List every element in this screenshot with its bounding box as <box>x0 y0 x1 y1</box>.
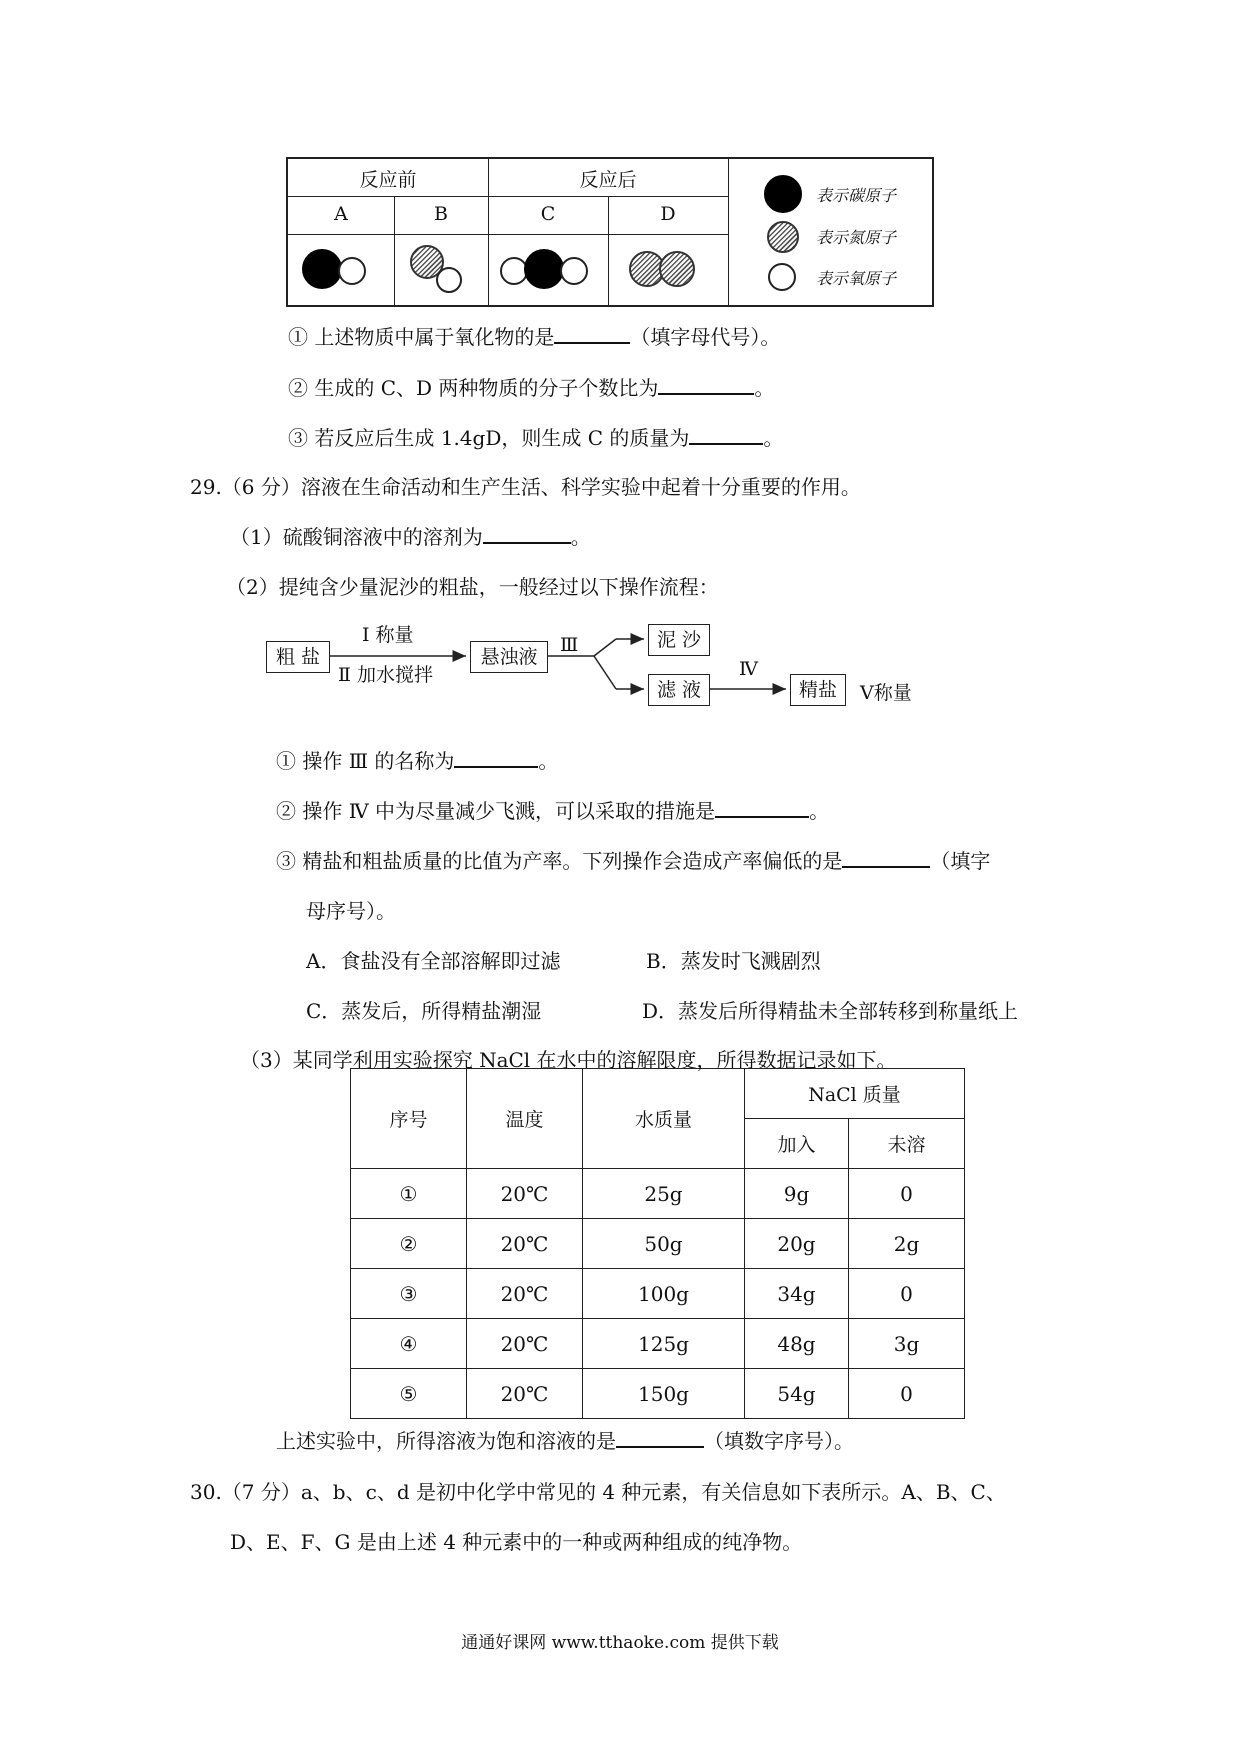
oxygen-atom-icon <box>768 263 796 291</box>
after-reaction-label: 反应后 <box>579 169 637 191</box>
cell-temperature: 20℃ <box>467 1369 583 1419</box>
q28-sub-1 <box>288 323 780 351</box>
answer-blank[interactable] <box>616 1428 704 1448</box>
flow-sand: 泥 沙 <box>648 624 710 656</box>
question-text: （填数字序号）。 <box>704 1429 854 1453</box>
flow-op-dissolve: Ⅱ 加水搅拌 <box>338 664 433 686</box>
flow-op-evaporate: Ⅳ <box>739 658 758 680</box>
flow-suspension: 悬浊液 <box>470 641 548 673</box>
q30-heading-line-1: 30.（7 分）a、b、c、d 是初中化学中常见的 4 种元素，有关信息如下表所示。A、B、C、 <box>190 1480 1006 1504</box>
question-text: （1）硫酸铜溶液中的溶剂为 <box>230 525 483 549</box>
flow-op-weigh-final: Ⅴ称量 <box>860 682 912 704</box>
header-added: 加入 <box>745 1119 849 1169</box>
table-row <box>351 1169 965 1219</box>
cell-number: ② <box>351 1219 467 1269</box>
header-temperature: 温度 <box>467 1069 583 1169</box>
sub-number: ③ <box>276 849 296 873</box>
cell-undissolved: 2g <box>849 1219 965 1269</box>
q28-sub-2 <box>288 374 774 402</box>
header-water-mass: 水质量 <box>583 1069 745 1169</box>
flow-fine-salt: 精盐 <box>790 674 846 706</box>
table-row <box>351 1219 965 1269</box>
legend-nitrogen-label: 表示氮原子 <box>816 228 897 247</box>
answer-blank[interactable] <box>483 524 571 544</box>
q29-part-2: （2）提纯含少量泥沙的粗盐，一般经过以下操作流程： <box>226 575 719 599</box>
answer-blank[interactable] <box>842 848 930 868</box>
cell-water-mass: 100g <box>583 1269 745 1319</box>
cell-water-mass: 25g <box>583 1169 745 1219</box>
answer-blank[interactable] <box>454 748 538 768</box>
page-footer: 通通好课网 www.tthaoke.com 提供下载 <box>461 1633 779 1653</box>
flow-crude-salt: 粗 盐 <box>266 641 330 673</box>
question-text: 。 <box>809 799 830 823</box>
q29-sub-3-continued: 母序号）。 <box>306 899 396 923</box>
header-number: 序号 <box>351 1069 467 1169</box>
divider <box>288 196 728 197</box>
q29-saturated-question <box>276 1427 854 1455</box>
cell-number: ① <box>351 1169 467 1219</box>
nacl-solubility-table <box>350 1068 965 1419</box>
sub-number: ③ <box>288 426 308 450</box>
header-undissolved: 未溶 <box>849 1119 965 1169</box>
answer-blank[interactable] <box>554 324 630 344</box>
sub-number: ① <box>276 749 296 773</box>
question-text: 上述实验中，所得溶液为饱和溶液的是 <box>276 1429 616 1453</box>
question-text: 生成的 C、D 两种物质的分子个数比为 <box>314 376 659 400</box>
q29-heading: 29.（6 分）溶液在生命活动和生产生活、科学实验中起着十分重要的作用。 <box>190 475 861 499</box>
q28-sub-3 <box>288 424 783 452</box>
cell-water-mass: 50g <box>583 1219 745 1269</box>
oxygen-atom-icon <box>338 257 366 285</box>
column-label-b: B <box>434 203 448 225</box>
cell-number: ⑤ <box>351 1369 467 1419</box>
cell-added: 48g <box>745 1319 849 1369</box>
nitrogen-atom-icon <box>767 221 799 253</box>
question-text: 。 <box>754 376 775 400</box>
answer-blank[interactable] <box>689 425 763 445</box>
flow-op-filter: Ⅲ <box>560 634 579 656</box>
question-text: （填字母代号）。 <box>630 325 781 349</box>
question-text: 操作 Ⅳ 中为尽量减少飞溅，可以采取的措施是 <box>302 799 716 823</box>
q29-sub-3 <box>276 847 990 875</box>
q29-sub-2 <box>276 797 829 825</box>
header-nacl-mass: NaCl 质量 <box>745 1069 965 1119</box>
option-d: D．蒸发后所得精盐未全部转移到称量纸上 <box>642 999 1019 1023</box>
question-text: 。 <box>570 525 591 549</box>
question-text: 若反应后生成 1.4gD，则生成 C 的质量为 <box>314 426 690 450</box>
purification-flow-diagram <box>264 624 924 706</box>
sub-number: ② <box>288 376 308 400</box>
answer-blank[interactable] <box>658 375 754 395</box>
sub-number: ② <box>276 799 296 823</box>
legend-oxygen-label: 表示氧原子 <box>816 269 897 288</box>
carbon-atom-icon <box>302 249 342 289</box>
option-a: A．食盐没有全部溶解即过滤 <box>306 949 561 973</box>
cell-undissolved: 3g <box>849 1319 965 1369</box>
option-b: B．蒸发时飞溅剧烈 <box>646 949 821 973</box>
cell-number: ④ <box>351 1319 467 1369</box>
table-row <box>351 1319 965 1369</box>
table-header-row <box>351 1069 965 1119</box>
legend-carbon-label: 表示碳原子 <box>816 186 897 205</box>
nitrogen-atom-icon <box>659 251 695 287</box>
carbon-atom-icon <box>764 175 802 213</box>
column-label-a: A <box>334 203 348 225</box>
cell-temperature: 20℃ <box>467 1169 583 1219</box>
oxygen-atom-icon <box>560 257 588 285</box>
cell-temperature: 20℃ <box>467 1219 583 1269</box>
q29-part-1 <box>230 523 591 551</box>
cell-undissolved: 0 <box>849 1169 965 1219</box>
question-text: 。 <box>763 426 784 450</box>
cell-added: 9g <box>745 1169 849 1219</box>
question-text: 操作 Ⅲ 的名称为 <box>302 749 455 773</box>
q29-sub-1 <box>276 747 558 775</box>
before-reaction-label: 反应前 <box>359 169 417 191</box>
cell-added: 20g <box>745 1219 849 1269</box>
table-row <box>351 1269 965 1319</box>
cell-water-mass: 150g <box>583 1369 745 1419</box>
column-label-d: D <box>660 203 676 225</box>
column-label-c: C <box>540 203 556 225</box>
oxygen-atom-icon <box>436 267 462 293</box>
cell-added: 54g <box>745 1369 849 1419</box>
option-c: C．蒸发后，所得精盐潮湿 <box>306 999 542 1023</box>
carbon-atom-icon <box>524 249 564 289</box>
question-text: 精盐和粗盐质量的比值为产率。下列操作会造成产率偏低的是 <box>302 849 843 873</box>
q30-heading-line-2: D、E、F、G 是由上述 4 种元素中的一种或两种组成的纯净物。 <box>230 1530 803 1554</box>
flow-arrows <box>264 624 924 706</box>
cell-added: 34g <box>745 1269 849 1319</box>
cell-temperature: 20℃ <box>467 1269 583 1319</box>
divider <box>728 159 729 305</box>
molecule-reaction-table <box>286 157 934 307</box>
flow-op-weigh: Ⅰ 称量 <box>362 624 414 646</box>
cell-undissolved: 0 <box>849 1269 965 1319</box>
question-text: 上述物质中属于氧化物的是 <box>314 325 555 349</box>
cell-water-mass: 125g <box>583 1319 745 1369</box>
sub-number: ① <box>288 325 308 349</box>
table-row <box>351 1369 965 1419</box>
q29-part-3: （3）某同学利用实验探究 NaCl 在水中的溶解限度，所得数据记录如下。 <box>240 1048 897 1072</box>
flow-filtrate: 滤 液 <box>648 674 710 706</box>
cell-number: ③ <box>351 1269 467 1319</box>
answer-blank[interactable] <box>715 798 809 818</box>
cell-temperature: 20℃ <box>467 1319 583 1369</box>
question-text: （填字 <box>930 849 991 873</box>
divider <box>288 234 728 235</box>
question-text: 。 <box>538 749 559 773</box>
cell-undissolved: 0 <box>849 1369 965 1419</box>
